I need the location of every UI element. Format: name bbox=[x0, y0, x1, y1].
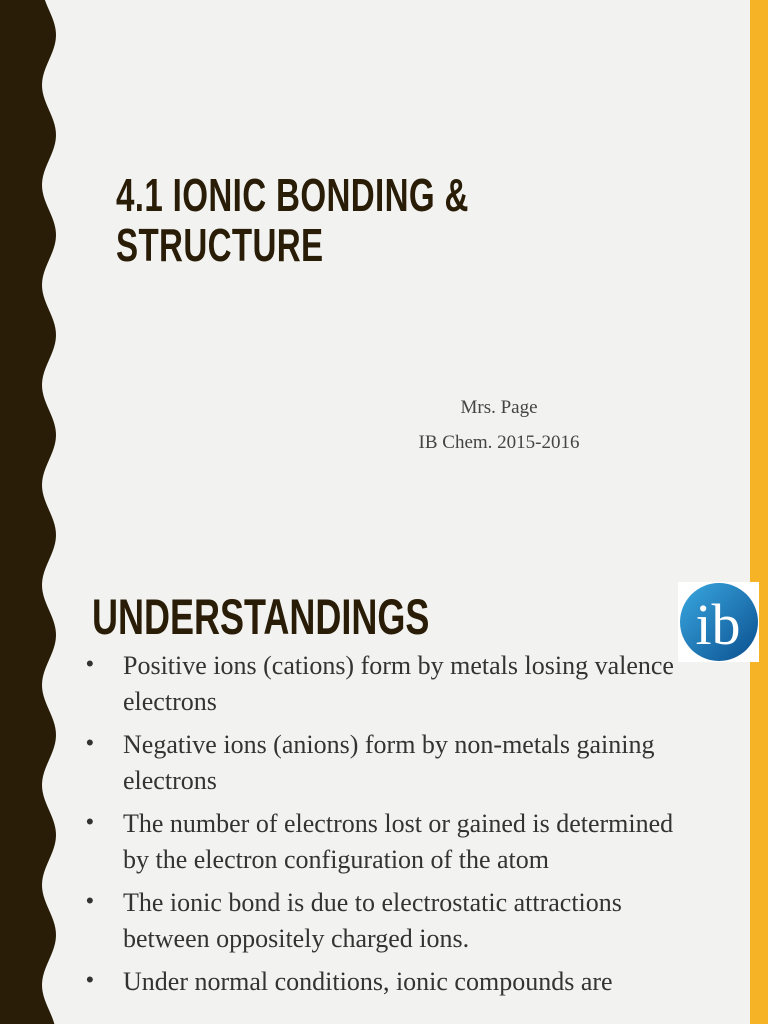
ib-logo bbox=[678, 582, 759, 662]
logo-text: ib bbox=[695, 592, 741, 657]
author: Mrs. Page bbox=[460, 397, 538, 418]
section-heading: UNDERSTANDINGS bbox=[92, 589, 430, 645]
list-item: • Positive ions (cations) form by metals losing valence electrons bbox=[86, 651, 674, 716]
list-item: • The ionic bond is due to electrostatic attractions between oppositely charged ions. bbox=[86, 888, 622, 953]
bullet-text: The number of electrons lost or gained is determined by the electron configuration of the atom bbox=[123, 809, 674, 874]
bullet-text: Under normal conditions, ionic compounds are bbox=[123, 967, 613, 996]
bullet-text: Positive ions (cations) form by metals losing valence electrons bbox=[123, 651, 674, 716]
wavy-border-decoration bbox=[0, 0, 70, 1024]
list-item: • Under normal conditions, ionic compounds are bbox=[86, 967, 613, 996]
list-item: • The number of electrons lost or gained is determined by the electron configuration of the atom bbox=[86, 809, 674, 874]
title-line-1: 4.1 IONIC BONDING & bbox=[116, 169, 469, 221]
accent-bar bbox=[750, 0, 768, 1024]
understandings-list bbox=[86, 648, 686, 1008]
bullet-text: The ionic bond is due to electrostatic attractions between oppositely charged ions. bbox=[123, 888, 622, 953]
course: IB Chem. 2015-2016 bbox=[418, 432, 580, 453]
title-line-2: STRUCTURE bbox=[116, 219, 324, 271]
bullet-text: Negative ions (anions) form by non-metals gaining electrons bbox=[123, 730, 655, 795]
list-item: • Negative ions (anions) form by non-metals gaining electrons bbox=[86, 730, 655, 795]
slide-title bbox=[116, 170, 469, 270]
